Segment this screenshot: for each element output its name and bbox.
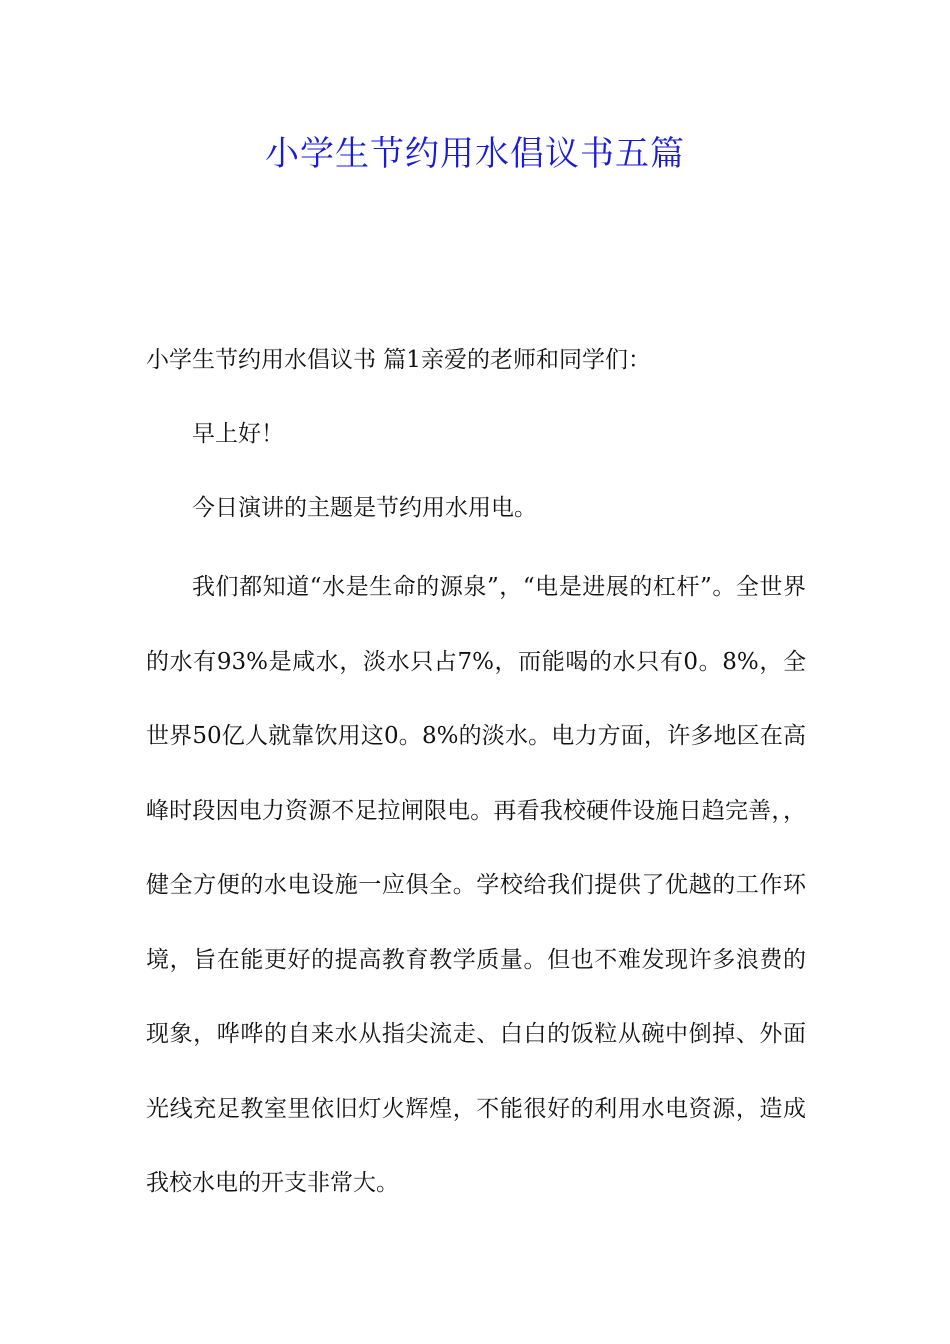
paragraph-greeting: 早上好！ [192, 421, 284, 447]
paragraph-topic: 今日演讲的主题是节约用水用电。 [192, 495, 537, 521]
paragraph-body: 我们都知道“水是生命的源泉”，“电是进展的杠杆”。全世界的水有93%是咸水，淡水只占7%，而能喝的水只有0。8%，全世界50亿人就靠饮用这0。8%的淡水。电力方面，许多地区在高峰时段因电力资源不足拉闸限电。再看我校硬件设施日趋完善，，健全方便的水电设施一应俱全。学校给我们提供了优越的工作环境，旨在能更好的提高教育教学质量。但也不难发现许多浪费的现象，哗哗的自来水从指尖流走、白白的饭粒从碗中倒掉、外面光线充足教室里依旧灯火辉煌，不能很好的利用水电资源，造成我校水电的开支非常大。 [146, 574, 806, 1196]
paragraph-heading: 小学生节约用水倡议书 篇1亲爱的老师和同学们： [146, 347, 651, 373]
document-title: 小学生节约用水倡议书五篇 [265, 134, 685, 174]
